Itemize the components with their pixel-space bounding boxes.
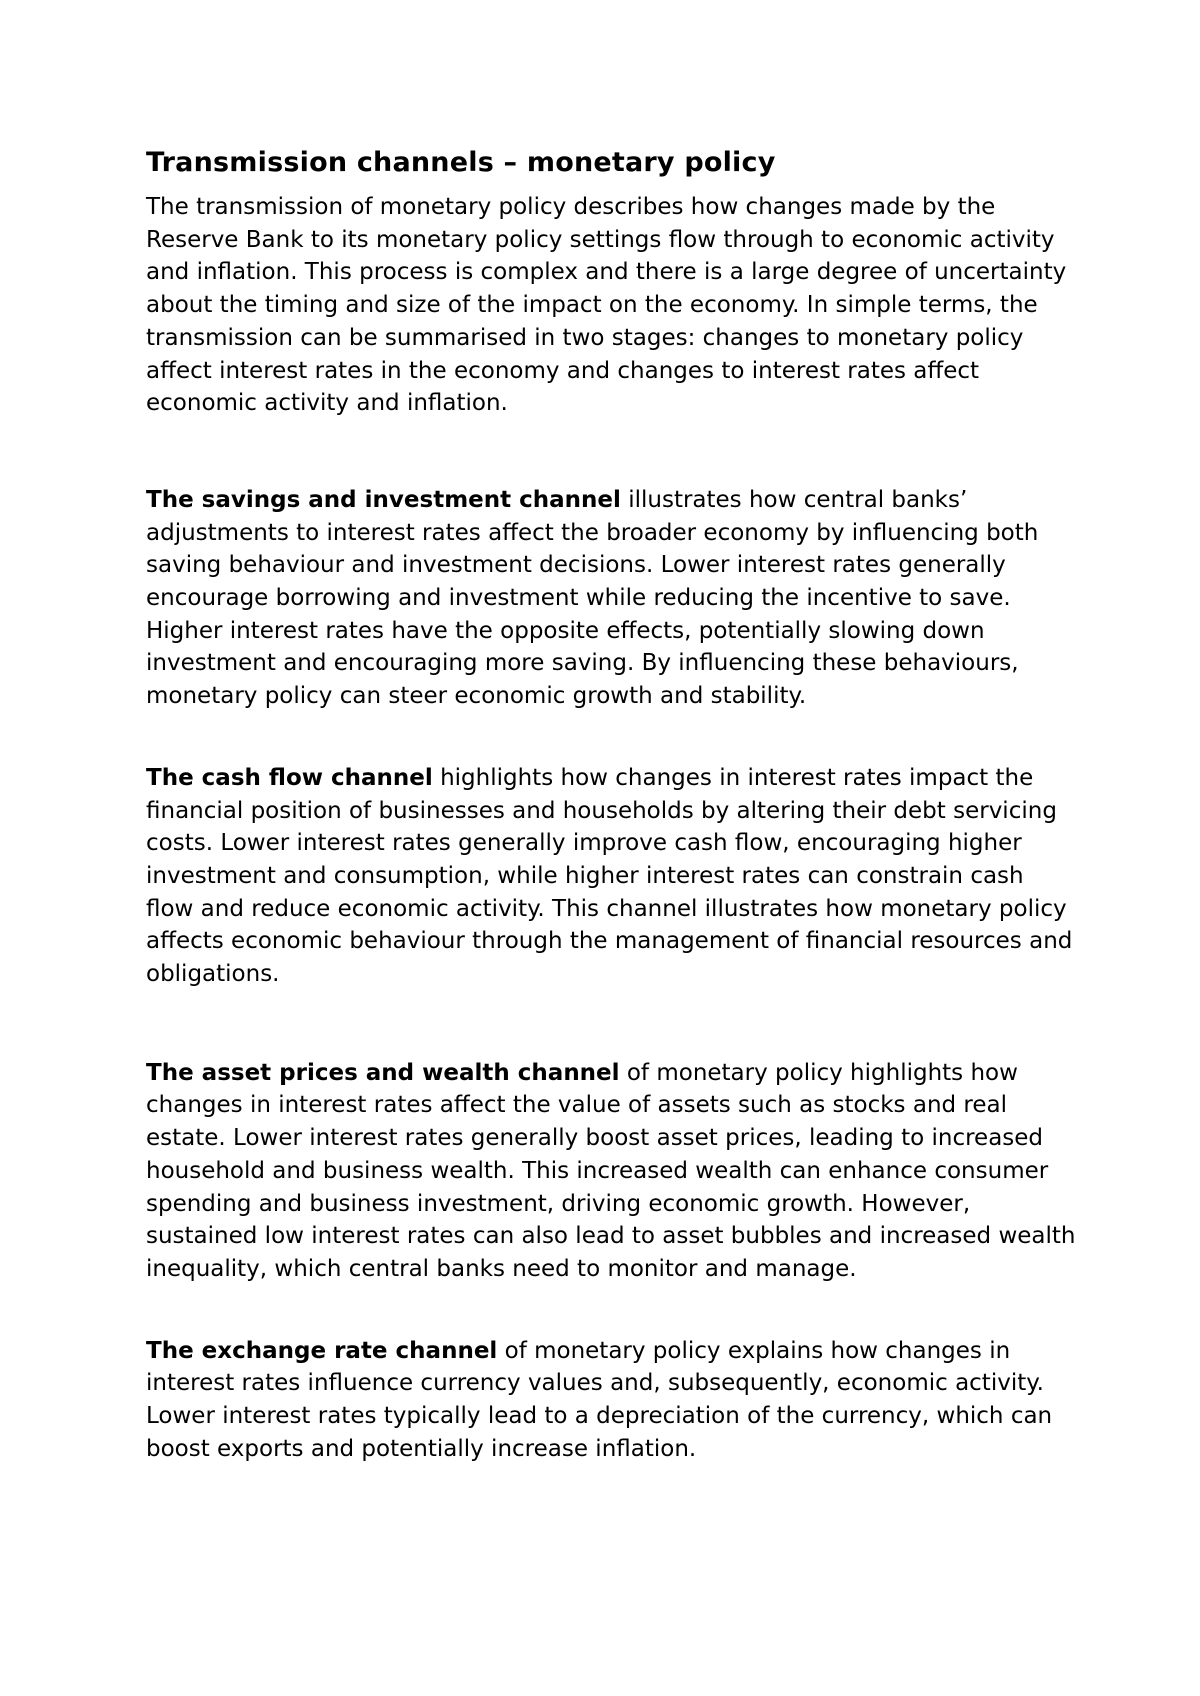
cash-flow-paragraph [146, 762, 1076, 991]
exchange-rate-heading: The exchange rate channel [146, 1337, 498, 1364]
savings-investment-paragraph [146, 484, 1076, 713]
intro-paragraph: The transmission of monetary policy describes how changes made by the Reserve Bank to its monetary policy settings flow through to economic activity and inflation. This process is complex and there is a large degree of uncertainty about the timing and size of the impact on the economy. In simple terms, the transmission can be summarised in two stages: changes to monetary policy affect interest rates in the economy and changes to interest rates affect economic activity and inflation. [146, 194, 1067, 417]
document-content [146, 145, 1076, 1466]
cash-flow-heading: The cash flow channel [146, 764, 433, 791]
asset-prices-body: of monetary policy highlights how changes in interest rates affect the value of assets such as stocks and real estate. Lower interest rates generally boost asset prices, leading to increased household and business wealth. This increased wealth can enhance consumer spending and business investment, driving economic growth. However, sustained low interest rates can also lead to asset bubbles and increased wealth inequality, which central banks need to monitor and manage. [146, 1059, 1076, 1282]
document-title: Transmission channels – monetary policy [146, 147, 776, 178]
exchange-rate-paragraph [146, 1335, 1076, 1466]
asset-prices-heading: The asset prices and wealth channel [146, 1059, 620, 1086]
savings-investment-body: illustrates how central banks’ adjustments to interest rates affect the broader economy by influencing both saving behaviour and investment decisions. Lower interest rates generally encourage borrowing and investment while reducing the incentive to save. Higher interest rates have the opposite effects, potentially slowing down investment and encouraging more saving. By influencing these behaviours, monetary policy can steer economic growth and stability. [146, 486, 1039, 710]
cash-flow-body: highlights how changes in interest rates impact the financial position of businesses and households by altering their debt servicing costs. Lower interest rates generally improve cash flow, encouraging higher investment and consumption, while higher interest rates can constrain cash flow and reduce economic activity. This channel illustrates how monetary policy affects economic behaviour through the management of financial resources and obligations. [146, 764, 1073, 988]
exchange-rate-body: of monetary policy explains how changes in interest rates influence currency values and, subsequently, economic activity. Lower interest rates typically lead to a depreciation of the currency, which can boost exports and potentially increase inflation. [146, 1337, 1053, 1462]
savings-investment-heading: The savings and investment channel [146, 486, 621, 513]
asset-prices-paragraph [146, 1057, 1076, 1286]
